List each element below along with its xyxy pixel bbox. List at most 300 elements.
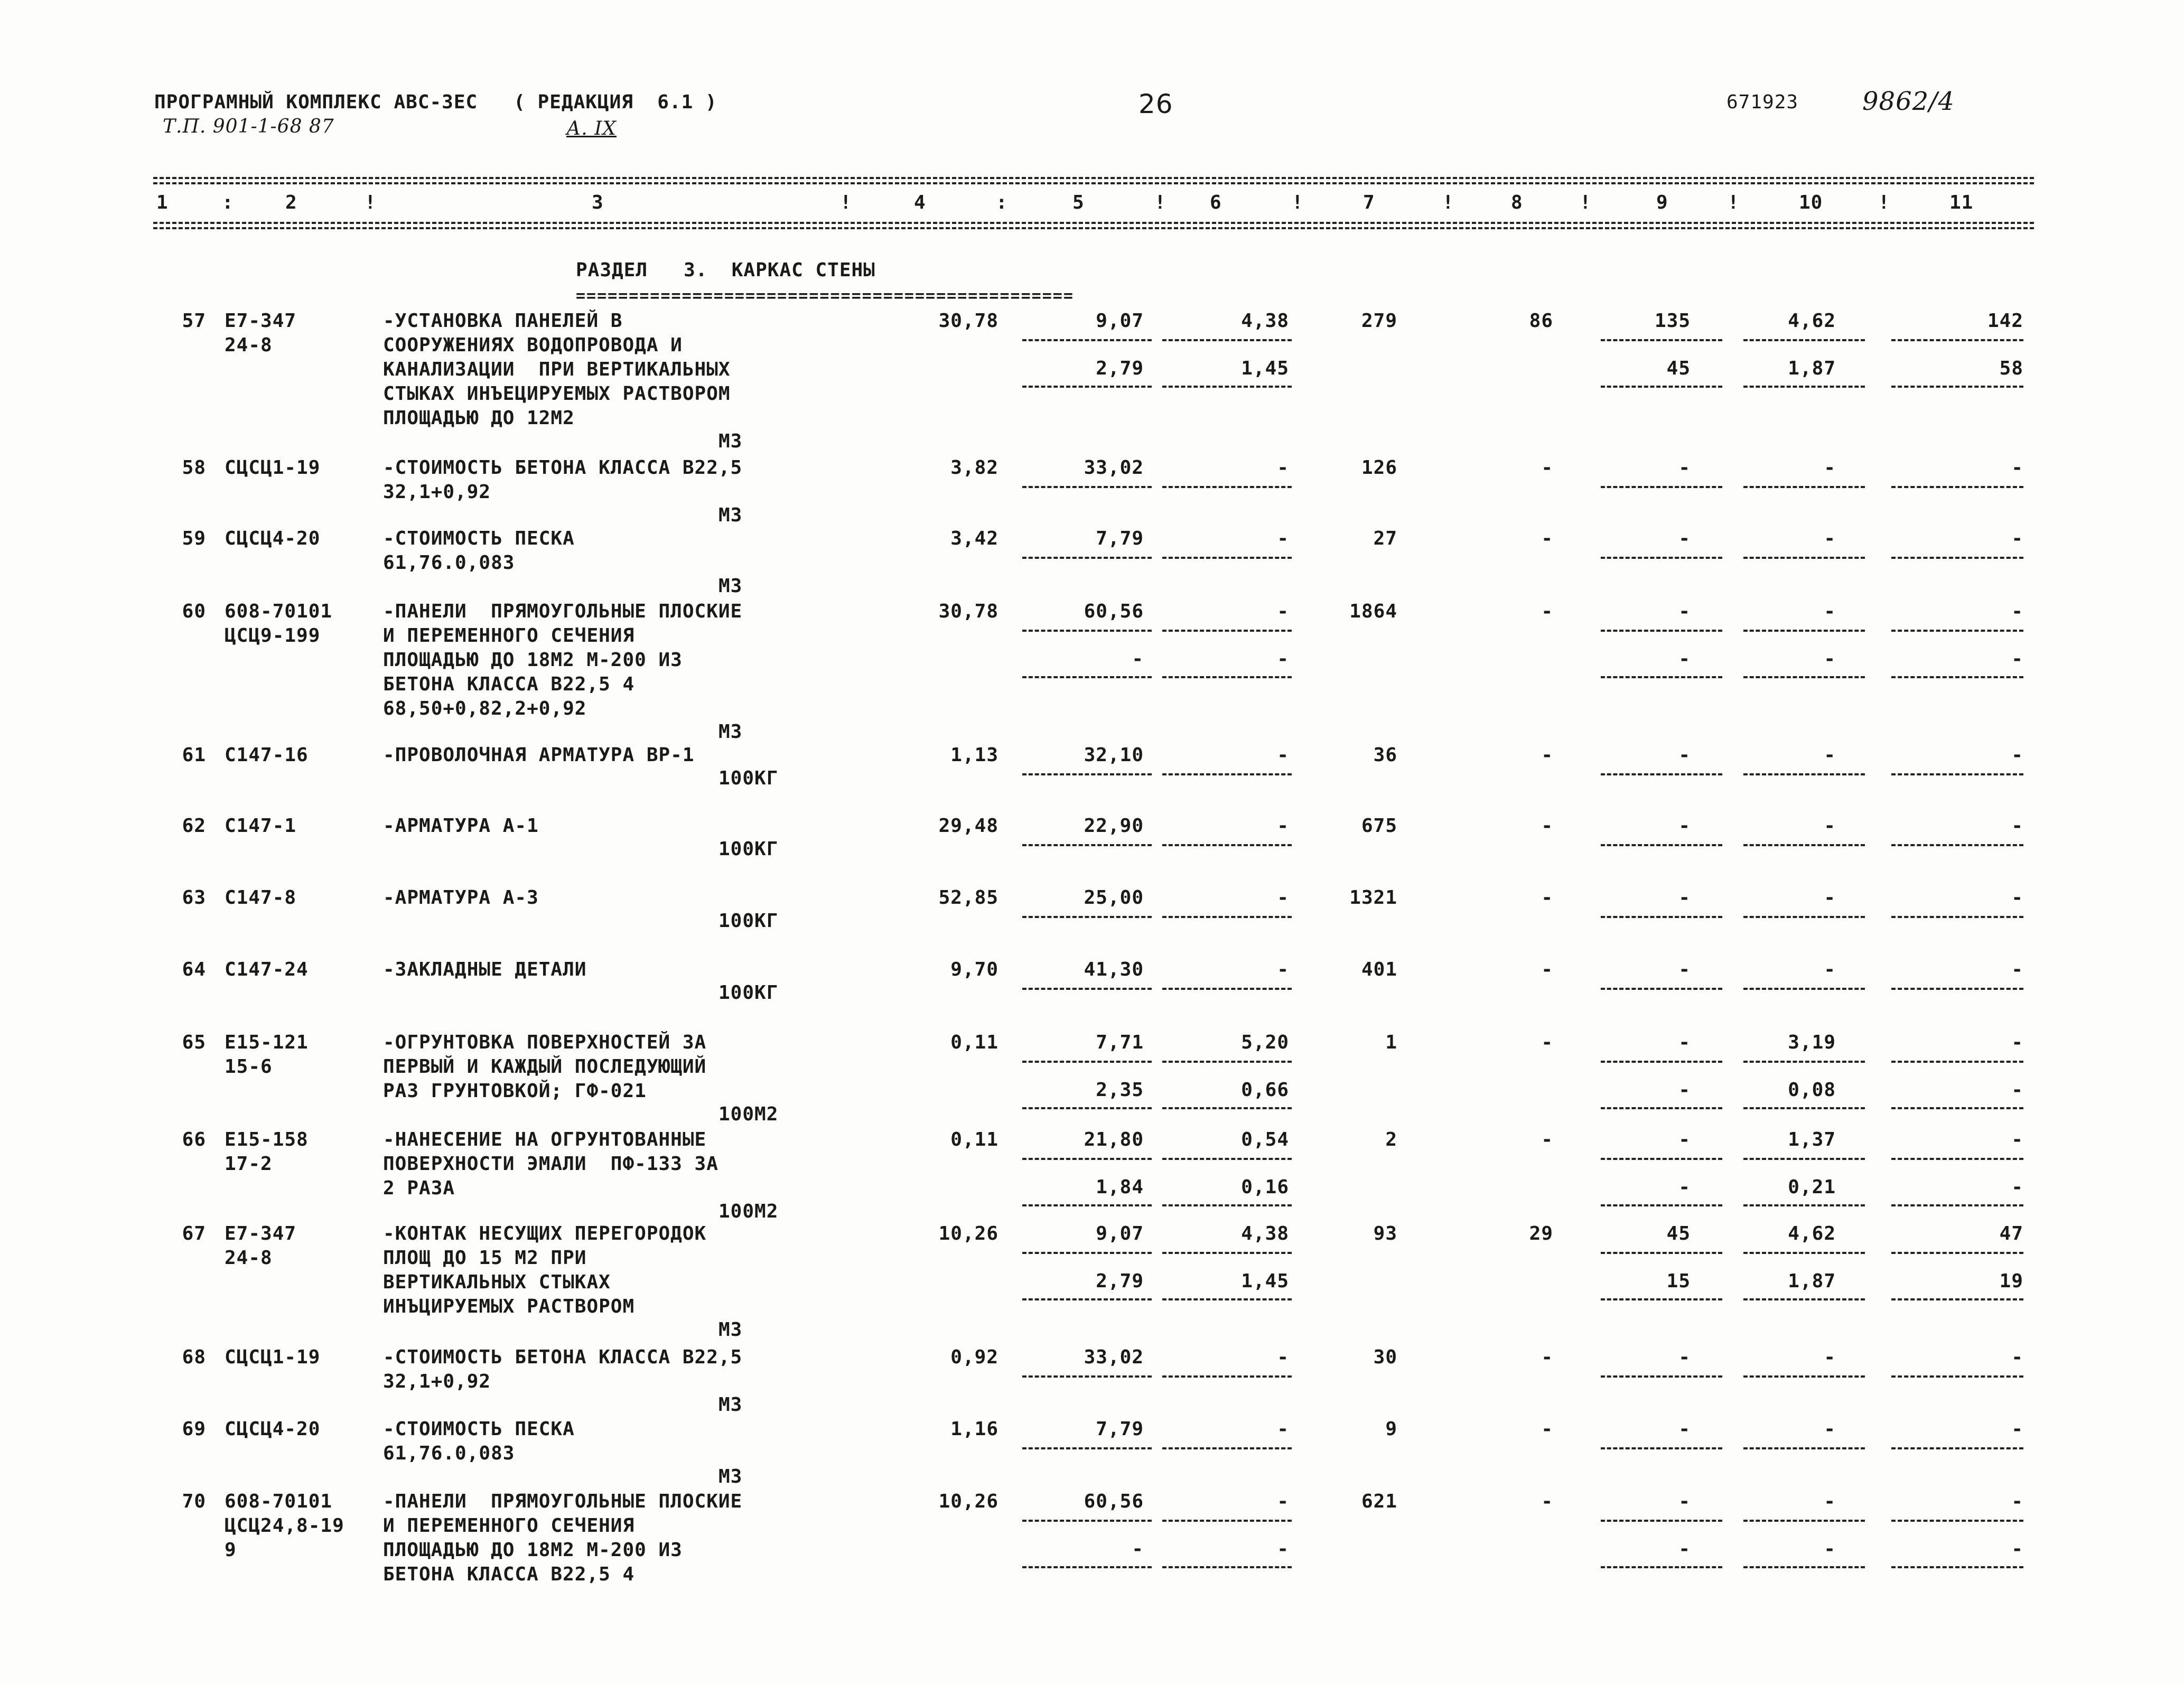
cell-col-c9: - [1678, 744, 1691, 766]
cell-col-c9: - [1678, 887, 1691, 909]
cell-col-c10-secondary: 1,87 [1788, 1270, 1836, 1292]
work-description: РАЗ ГРУНТОВКОЙ; ГФ-021 [383, 1080, 647, 1102]
cell-col-c10: - [1824, 1418, 1836, 1440]
cell-rule [1891, 988, 2023, 990]
cell-col-c6: - [1277, 959, 1289, 980]
cell-rule [1743, 1252, 1865, 1254]
cell-rule [1891, 1375, 2023, 1378]
cell-col-c11-secondary: - [2011, 1538, 2023, 1560]
work-description: 32,1+0,92 [383, 481, 491, 503]
cell-col-c11: - [2011, 1346, 2023, 1368]
cell-rule [1162, 1520, 1292, 1522]
cell-col-qty: 3,42 [950, 528, 998, 549]
cell-col-c8: - [1541, 1032, 1553, 1053]
row-number: 68 [182, 1346, 206, 1368]
column-separator: : [996, 192, 1008, 213]
work-description: ПЕРВЫЙ И КАЖДЫЙ ПОСЛЕДУЮЩИЙ [383, 1056, 707, 1078]
cell-rule-secondary [1162, 1204, 1292, 1206]
norm-code: СЦСЦ4-20 [225, 528, 321, 549]
row-number: 65 [182, 1032, 206, 1053]
cell-rule-secondary [1601, 386, 1722, 388]
cell-col-c9-secondary: - [1678, 1079, 1691, 1101]
cell-col-c9: - [1678, 528, 1691, 549]
cell-rule-secondary [1601, 1204, 1722, 1206]
cell-col-c9-secondary: - [1678, 648, 1691, 670]
cell-col-c7: 401 [1361, 959, 1397, 980]
cell-col-c11: - [2011, 457, 2023, 479]
cell-rule-secondary [1891, 1298, 2023, 1300]
program-header: ПРОГРАМНЫЙ КОМПЛЕКС АВС-ЗЕС ( РЕДАКЦИЯ 6.1 ) [154, 91, 717, 113]
cell-rule [1891, 1061, 2023, 1063]
row-number: 70 [182, 1491, 206, 1512]
cell-rule [1022, 339, 1152, 341]
cell-col-c7: 675 [1361, 815, 1397, 837]
column-header-5: 5 [1072, 192, 1085, 213]
cell-col-c6: 4,38 [1241, 1223, 1289, 1244]
cell-col-c9-secondary: 15 [1666, 1270, 1691, 1292]
cell-col-c9-secondary: 45 [1666, 358, 1691, 379]
unit-of-measure: М3 [718, 1394, 743, 1416]
cell-col-c6-secondary: 1,45 [1241, 358, 1289, 379]
cell-col-c5: 21,80 [1084, 1129, 1144, 1150]
cell-col-qty: 52,85 [938, 887, 998, 909]
column-header-3: 3 [592, 192, 604, 213]
cell-col-c6: 5,20 [1241, 1032, 1289, 1053]
cell-col-c8: - [1541, 1418, 1553, 1440]
unit-of-measure: 100М2 [718, 1201, 779, 1222]
cell-rule [1022, 1447, 1152, 1449]
cell-rule-secondary [1891, 386, 2023, 388]
cell-rule-secondary [1162, 386, 1292, 388]
cell-rule [1743, 1375, 1865, 1378]
cell-rule-secondary [1601, 1566, 1722, 1568]
cell-col-c10: - [1824, 457, 1836, 479]
cell-rule-secondary [1601, 1298, 1722, 1300]
cell-col-qty: 30,78 [938, 601, 998, 622]
cell-col-c10-secondary: - [1824, 648, 1836, 670]
cell-rule [1743, 1520, 1865, 1522]
cell-rule [1162, 1252, 1292, 1254]
cell-rule [1743, 557, 1865, 559]
cell-col-c9: 45 [1666, 1223, 1691, 1244]
cell-col-c11: - [2011, 887, 2023, 909]
cell-rule-secondary [1022, 676, 1152, 678]
cell-col-c6: - [1277, 744, 1289, 766]
cell-rule [1601, 1061, 1722, 1063]
cell-col-c9: - [1678, 1346, 1691, 1368]
work-description: -ПРОВОЛОЧНАЯ АРМАТУРА ВР-1 [383, 744, 695, 766]
cell-col-qty: 0,92 [950, 1346, 998, 1368]
sheet-number: 9862/4 [1862, 87, 1955, 116]
cell-col-c8: - [1541, 601, 1553, 622]
cell-rule [1891, 1158, 2023, 1160]
cell-col-c10: - [1824, 744, 1836, 766]
unit-of-measure: 100КГ [718, 767, 779, 789]
cell-col-c8: - [1541, 815, 1553, 837]
cell-rule-secondary [1601, 1107, 1722, 1109]
cell-col-c5: 7,71 [1096, 1032, 1144, 1053]
cell-col-c11-secondary: - [2011, 648, 2023, 670]
cell-rule [1743, 773, 1865, 775]
cell-col-c11: - [2011, 1418, 2023, 1440]
cell-rule-secondary [1162, 1566, 1292, 1568]
column-separator: ! [840, 192, 852, 213]
cell-col-c6-secondary: - [1277, 1538, 1289, 1560]
cell-col-c6: - [1277, 1418, 1289, 1440]
cell-rule-secondary [1022, 1107, 1152, 1109]
cell-rule [1891, 339, 2023, 341]
norm-code: 24-8 [225, 1247, 273, 1269]
norm-code: Е7-347 [225, 310, 297, 332]
row-number: 59 [182, 528, 206, 549]
column-separator: ! [365, 192, 377, 213]
cell-col-c5: 22,90 [1084, 815, 1144, 837]
row-number: 69 [182, 1418, 206, 1440]
cell-col-qty: 30,78 [938, 310, 998, 332]
cell-col-c7: 9 [1385, 1418, 1397, 1440]
cell-col-c7: 27 [1373, 528, 1397, 549]
cell-rule [1601, 339, 1722, 341]
work-description: -НАНЕСЕНИЕ НА ОГРУНТОВАННЫЕ [383, 1129, 707, 1150]
cell-col-c9: - [1678, 815, 1691, 837]
cell-col-c6-secondary: 0,66 [1241, 1079, 1289, 1101]
cell-col-c5: 60,56 [1084, 601, 1144, 622]
cell-rule [1601, 486, 1722, 488]
row-number: 57 [182, 310, 206, 332]
cell-col-c10-secondary: - [1824, 1538, 1836, 1560]
cell-col-c10: 4,62 [1788, 310, 1836, 332]
cell-col-c9: - [1678, 1418, 1691, 1440]
unit-of-measure: 100КГ [718, 982, 779, 1004]
norm-code: Е15-158 [225, 1129, 309, 1150]
cell-col-c11: 142 [1987, 310, 2023, 332]
cell-col-qty: 3,82 [950, 457, 998, 479]
column-header-7: 7 [1363, 192, 1375, 213]
section-underline: =============================================== [576, 287, 1074, 305]
cell-rule [1601, 1447, 1722, 1449]
cell-col-c8: 86 [1529, 310, 1553, 332]
cell-col-c7: 621 [1361, 1491, 1397, 1512]
cell-rule [1162, 988, 1292, 990]
cell-rule [1162, 916, 1292, 918]
cell-col-c5-secondary: - [1132, 1538, 1144, 1560]
column-header-4: 4 [914, 192, 926, 213]
cell-col-qty: 29,48 [938, 815, 998, 837]
cell-rule [1891, 1520, 2023, 1522]
cell-col-c8: - [1541, 1129, 1553, 1150]
cell-col-c6: 0,54 [1241, 1129, 1289, 1150]
cell-rule-secondary [1743, 1204, 1865, 1206]
cell-rule [1601, 1520, 1722, 1522]
norm-code: 15-6 [225, 1056, 273, 1078]
cell-col-c9: - [1678, 601, 1691, 622]
work-description: -СТОИМОСТЬ ПЕСКА [383, 1418, 575, 1440]
cell-col-c5: 7,79 [1096, 1418, 1144, 1440]
cell-rule [1891, 557, 2023, 559]
cell-rule [1022, 1252, 1152, 1254]
cell-col-c10: 3,19 [1788, 1032, 1836, 1053]
cell-col-c10: - [1824, 601, 1836, 622]
cell-col-c6: - [1277, 815, 1289, 837]
cell-rule [1601, 844, 1722, 846]
cell-col-c5: 9,07 [1096, 1223, 1144, 1244]
work-description: -СТОИМОСТЬ БЕТОНА КЛАССА В22,5 [383, 457, 743, 479]
cell-col-c9-secondary: - [1678, 1176, 1691, 1198]
norm-code: СЦСЦ1-19 [225, 457, 321, 479]
cell-rule [1162, 1061, 1292, 1063]
cell-rule-secondary [1022, 1298, 1152, 1300]
cell-col-c7: 1864 [1349, 601, 1397, 622]
norm-code: 24-8 [225, 334, 273, 356]
unit-of-measure: М3 [718, 504, 743, 526]
column-header-1: 1 [156, 192, 169, 213]
cell-rule [1891, 486, 2023, 488]
work-description: И ПЕРЕМЕННОГО СЕЧЕНИЯ [383, 625, 635, 647]
cell-col-c7: 279 [1361, 310, 1397, 332]
norm-code: С147-1 [225, 815, 297, 837]
cell-col-c9-secondary: - [1678, 1538, 1691, 1560]
cell-col-c8: - [1541, 1491, 1553, 1512]
cell-col-c5: 33,02 [1084, 457, 1144, 479]
work-description: -УСТАНОВКА ПАНЕЛЕЙ В [383, 310, 623, 332]
cell-col-c8: - [1541, 1346, 1553, 1368]
cell-rule [1162, 630, 1292, 632]
cell-col-c11: - [2011, 1491, 2023, 1512]
cell-rule [1162, 339, 1292, 341]
cell-rule-secondary [1022, 1566, 1152, 1568]
cell-col-c7: 93 [1373, 1223, 1397, 1244]
cell-rule-secondary [1891, 1204, 2023, 1206]
album-number: А. IX [566, 118, 617, 139]
cell-col-c7: 1321 [1349, 887, 1397, 909]
header-rule-top [153, 177, 2034, 179]
cell-col-c10: - [1824, 887, 1836, 909]
cell-rule [1022, 773, 1152, 775]
norm-code: С147-16 [225, 744, 309, 766]
cell-rule [1162, 1158, 1292, 1160]
cell-rule-secondary [1601, 676, 1722, 678]
cell-rule [1601, 1252, 1722, 1254]
cell-rule [1743, 486, 1865, 488]
work-description: ВЕРТИКАЛЬНЫХ СТЫКАХ [383, 1271, 611, 1293]
cell-rule [1891, 844, 2023, 846]
cell-rule [1162, 844, 1292, 846]
column-separator: ! [1878, 192, 1890, 213]
cell-rule [1601, 916, 1722, 918]
cell-rule [1891, 1252, 2023, 1254]
cell-col-c11-secondary: 58 [1999, 358, 2023, 379]
column-header-6: 6 [1210, 192, 1222, 213]
cell-col-c10: - [1824, 959, 1836, 980]
cell-col-c11: - [2011, 528, 2023, 549]
work-description: -АРМАТУРА А-1 [383, 815, 539, 837]
cell-col-c5: 60,56 [1084, 1491, 1144, 1512]
unit-of-measure: М3 [718, 1466, 743, 1487]
cell-col-c10: 4,62 [1788, 1223, 1836, 1244]
norm-code: С147-8 [225, 887, 297, 909]
norm-code: 9 [225, 1539, 237, 1561]
column-separator: ! [1580, 192, 1592, 213]
cell-col-c11: - [2011, 959, 2023, 980]
norm-code: 608-70101 [225, 1491, 333, 1512]
cell-col-c7: 36 [1373, 744, 1397, 766]
cell-rule [1743, 844, 1865, 846]
cell-col-c5: 7,79 [1096, 528, 1144, 549]
cell-rule-secondary [1891, 1107, 2023, 1109]
cell-col-c9: - [1678, 1032, 1691, 1053]
cell-col-c5: 41,30 [1084, 959, 1144, 980]
norm-code: 608-70101 [225, 601, 333, 622]
cell-col-c6: - [1277, 1346, 1289, 1368]
cell-rule-secondary [1743, 1107, 1865, 1109]
work-description: -СТОИМОСТЬ БЕТОНА КЛАССА В22,5 [383, 1346, 743, 1368]
cell-col-c6: - [1277, 457, 1289, 479]
cell-col-c11: - [2011, 601, 2023, 622]
cell-col-c11: - [2011, 815, 2023, 837]
cell-col-qty: 0,11 [950, 1129, 998, 1150]
unit-of-measure: 100КГ [718, 838, 779, 860]
unit-of-measure: М3 [718, 575, 743, 597]
norm-code: СЦСЦ4-20 [225, 1418, 321, 1440]
cell-rule [1743, 916, 1865, 918]
row-number: 58 [182, 457, 206, 479]
cell-rule [1601, 1375, 1722, 1378]
column-header-8: 8 [1511, 192, 1523, 213]
cell-rule [1022, 844, 1152, 846]
cell-col-c7: 1 [1385, 1032, 1397, 1053]
cell-col-c5: 33,02 [1084, 1346, 1144, 1368]
cell-col-c6: - [1277, 887, 1289, 909]
cell-rule-secondary [1743, 676, 1865, 678]
cell-rule-secondary [1162, 1298, 1292, 1300]
work-description: ПОВЕРХНОСТИ ЭМАЛИ ПФ-133 ЗА [383, 1153, 718, 1175]
cell-col-c8: - [1541, 959, 1553, 980]
cell-rule [1743, 630, 1865, 632]
column-header-2: 2 [285, 192, 297, 213]
work-description: -КОНТАК НЕСУЩИХ ПЕРЕГОРОДОК [383, 1223, 707, 1244]
work-description: БЕТОНА КЛАССА В22,5 4 [383, 1564, 635, 1585]
cell-col-qty: 9,70 [950, 959, 998, 980]
row-number: 62 [182, 815, 206, 837]
column-separator: ! [1154, 192, 1166, 213]
cell-col-c6: - [1277, 528, 1289, 549]
cell-col-c11-secondary: - [2011, 1079, 2023, 1101]
cell-col-c6: - [1277, 1491, 1289, 1512]
cell-col-c6-secondary: - [1277, 648, 1289, 670]
cell-rule [1022, 557, 1152, 559]
cell-col-c8: 29 [1529, 1223, 1553, 1244]
column-separator: ! [1292, 192, 1304, 213]
header-rule-bottom-2 [153, 227, 2034, 229]
work-description: 61,76.0,083 [383, 1443, 515, 1464]
cell-rule-secondary [1743, 386, 1865, 388]
cell-rule [1891, 916, 2023, 918]
row-number: 64 [182, 959, 206, 980]
work-description: ПЛОЩ ДО 15 М2 ПРИ [383, 1247, 587, 1269]
cell-col-c11-secondary: - [2011, 1176, 2023, 1198]
work-description: -СТОИМОСТЬ ПЕСКА [383, 528, 575, 549]
cell-rule [1162, 557, 1292, 559]
cell-col-c6: - [1277, 601, 1289, 622]
cell-col-c10-secondary: 0,08 [1788, 1079, 1836, 1101]
cell-col-c11: - [2011, 1129, 2023, 1150]
cell-rule [1022, 486, 1152, 488]
cell-col-c8: - [1541, 744, 1553, 766]
cell-col-c7: 126 [1361, 457, 1397, 479]
column-header-11: 11 [1949, 192, 1974, 213]
cell-col-qty: 1,13 [950, 744, 998, 766]
norm-code: ЦСЦ9-199 [225, 625, 321, 647]
cell-rule [1022, 630, 1152, 632]
work-description: -АРМАТУРА А-3 [383, 887, 539, 909]
cell-col-c9: - [1678, 959, 1691, 980]
work-description: КАНАЛИЗАЦИИ ПРИ ВЕРТИКАЛЬНЫХ [383, 359, 731, 380]
cell-rule-secondary [1162, 1107, 1292, 1109]
cell-col-c8: - [1541, 528, 1553, 549]
column-separator: : [222, 192, 234, 213]
cell-col-c7: 30 [1373, 1346, 1397, 1368]
cell-rule-secondary [1891, 1566, 2023, 1568]
norm-code: 17-2 [225, 1153, 273, 1175]
cell-rule-secondary [1022, 1204, 1152, 1206]
cell-col-c9: - [1678, 1491, 1691, 1512]
cell-col-c8: - [1541, 887, 1553, 909]
unit-of-measure: М3 [718, 1319, 743, 1341]
cell-rule [1743, 339, 1865, 341]
unit-of-measure: М3 [718, 430, 743, 452]
work-description: 68,50+0,82,2+0,92 [383, 698, 587, 719]
norm-code: Е15-121 [225, 1032, 309, 1053]
cell-rule-secondary [1022, 386, 1152, 388]
cell-col-c5: 25,00 [1084, 887, 1144, 909]
cell-rule [1022, 1520, 1152, 1522]
cell-col-c6-secondary: 0,16 [1241, 1176, 1289, 1198]
doc-code: 671923 [1726, 91, 1799, 113]
cell-col-c11: - [2011, 744, 2023, 766]
norm-code: СЦСЦ1-19 [225, 1346, 321, 1368]
tp-number: Т.П. 901-1-68 87 [163, 116, 334, 137]
cell-rule [1743, 1061, 1865, 1063]
unit-of-measure: М3 [718, 721, 743, 743]
work-description: БЕТОНА КЛАССА В22,5 4 [383, 673, 635, 695]
cell-rule [1743, 988, 1865, 990]
cell-col-c10: - [1824, 1491, 1836, 1512]
work-description: 32,1+0,92 [383, 1371, 491, 1392]
cell-rule [1022, 1158, 1152, 1160]
work-description: И ПЕРЕМЕННОГО СЕЧЕНИЯ [383, 1515, 635, 1537]
cell-rule [1022, 916, 1152, 918]
cell-rule [1162, 1447, 1292, 1449]
work-description: 61,76.0,083 [383, 552, 515, 574]
cell-col-c5-secondary: 2,35 [1096, 1079, 1144, 1101]
cell-col-c6-secondary: 1,45 [1241, 1270, 1289, 1292]
norm-code: С147-24 [225, 959, 309, 980]
cell-col-c9: - [1678, 457, 1691, 479]
work-description: -ПАНЕЛИ ПРЯМОУГОЛЬНЫЕ ПЛОСКИЕ [383, 601, 743, 622]
column-separator: ! [1442, 192, 1454, 213]
work-description: 2 РАЗА [383, 1177, 455, 1199]
unit-of-measure: 100КГ [718, 910, 779, 932]
cell-rule-secondary [1743, 1566, 1865, 1568]
cell-rule [1022, 988, 1152, 990]
cell-rule [1162, 1375, 1292, 1378]
cell-col-c5-secondary: 2,79 [1096, 1270, 1144, 1292]
cell-col-c5-secondary: 2,79 [1096, 358, 1144, 379]
cell-col-c10: - [1824, 528, 1836, 549]
header-rule-top-2 [153, 182, 2034, 184]
row-number: 60 [182, 601, 206, 622]
row-number: 63 [182, 887, 206, 909]
